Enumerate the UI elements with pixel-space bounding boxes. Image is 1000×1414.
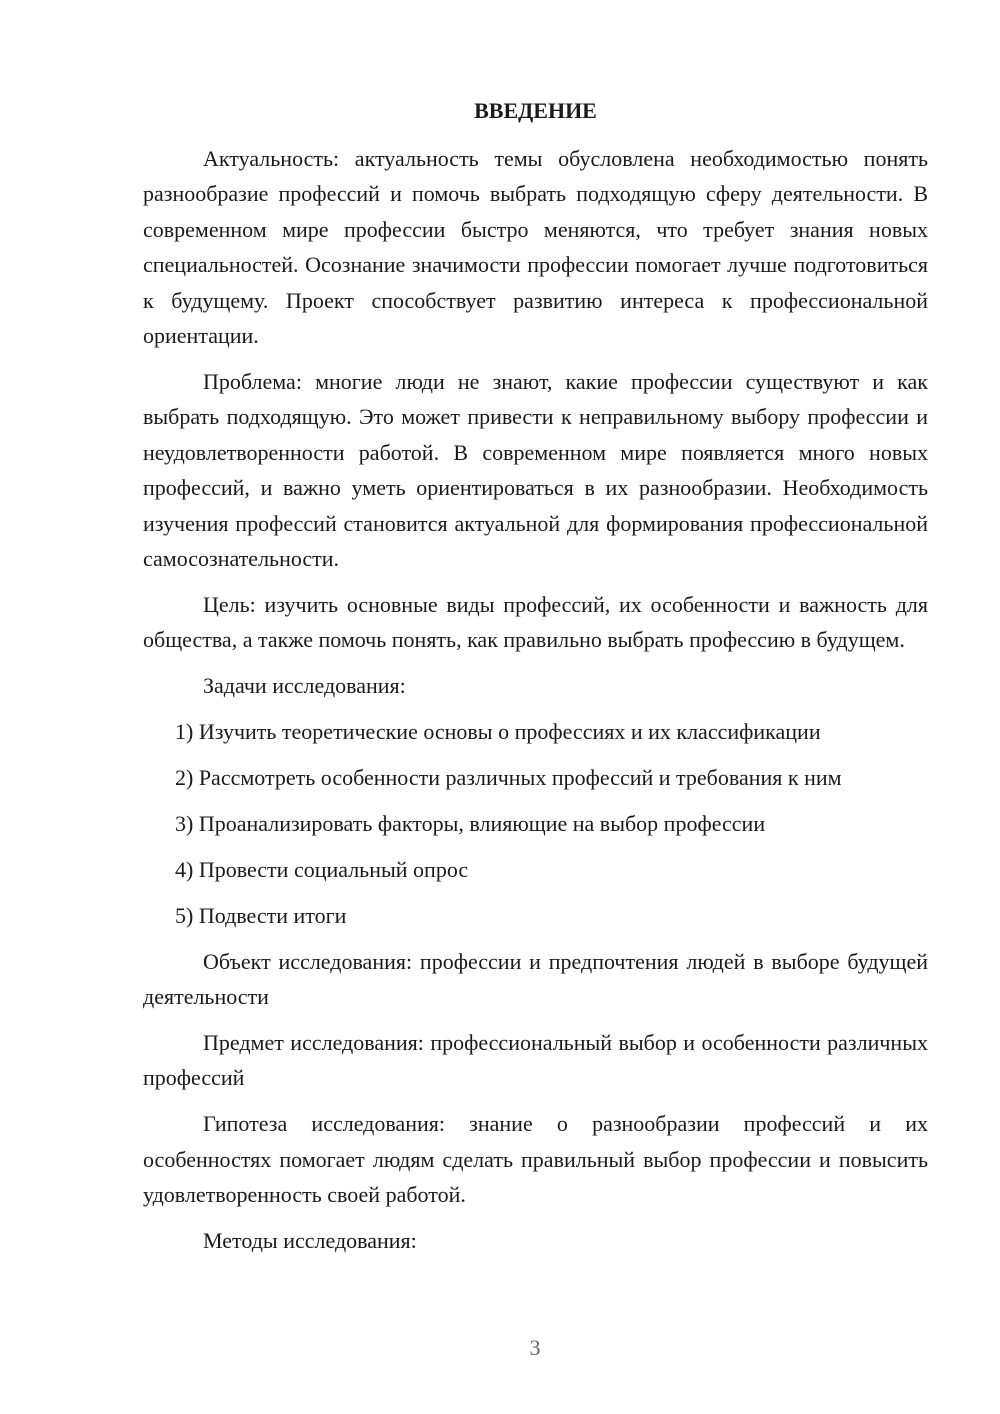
section-heading: ВВЕДЕНИЕ [474,98,597,123]
task-item-1: 1) Изучить теоретические основы о профессиях и их классификации [175,719,821,745]
problem-paragraph: Проблема: многие люди не знают, какие профессии существуют и как выбрать подходящую. Это может привести к неправильному выбору профессии и неудовлетворенности работой. В современном мире появляется много новых профессий, и важно уметь ориентироваться в их разнообразии. Необходимость изучения профессий становится актуальной для формирования профессиональной самосознательности. [143,368,928,571]
subject-paragraph: Предмет исследования: профессиональный выбор и особенности различных профессий [143,1029,928,1091]
document-body [143,141,928,1269]
task-item-2: 2) Рассмотреть особенности различных профессий и требования к ним [175,765,842,790]
task-item-4: 4) Провести социальный опрос [175,856,469,882]
relevance-paragraph: Актуальность: актуальность темы обусловлена необходимостью понять разнообразие профессий и помочь выбрать подходящую сферу деятельности. В современном мире профессии быстро меняются, что требует знания новых специальностей. Осознание значимости профессии помогает лучше подготовиться к будущему. Проект способствует развитию интереса к профессиональной ориентации. [143,146,928,349]
page-number: 3 [529,1335,541,1360]
hypothesis-paragraph: Гипотеза исследования: знание о разнообразии профессий и их особенностях помогает людям сделать правильный выбор профессии и повысить удовлетворенность своей работой. [143,1111,928,1208]
tasks-intro: Задачи исследования: [203,673,406,699]
object-paragraph: Объект исследования: профессии и предпочтения людей в выборе будущей деятельности [143,948,928,1010]
goal-paragraph: Цель: изучить основные виды профессий, их особенности и важность для общества, а также помочь понять, как правильно выбрать профессию в будущем. [143,591,928,653]
task-item-5: 5) Подвести итоги [175,902,347,928]
task-item-3: 3) Проанализировать факторы, влияющие на выбор профессии [175,810,766,836]
methods-intro: Методы исследования: [203,1227,417,1253]
